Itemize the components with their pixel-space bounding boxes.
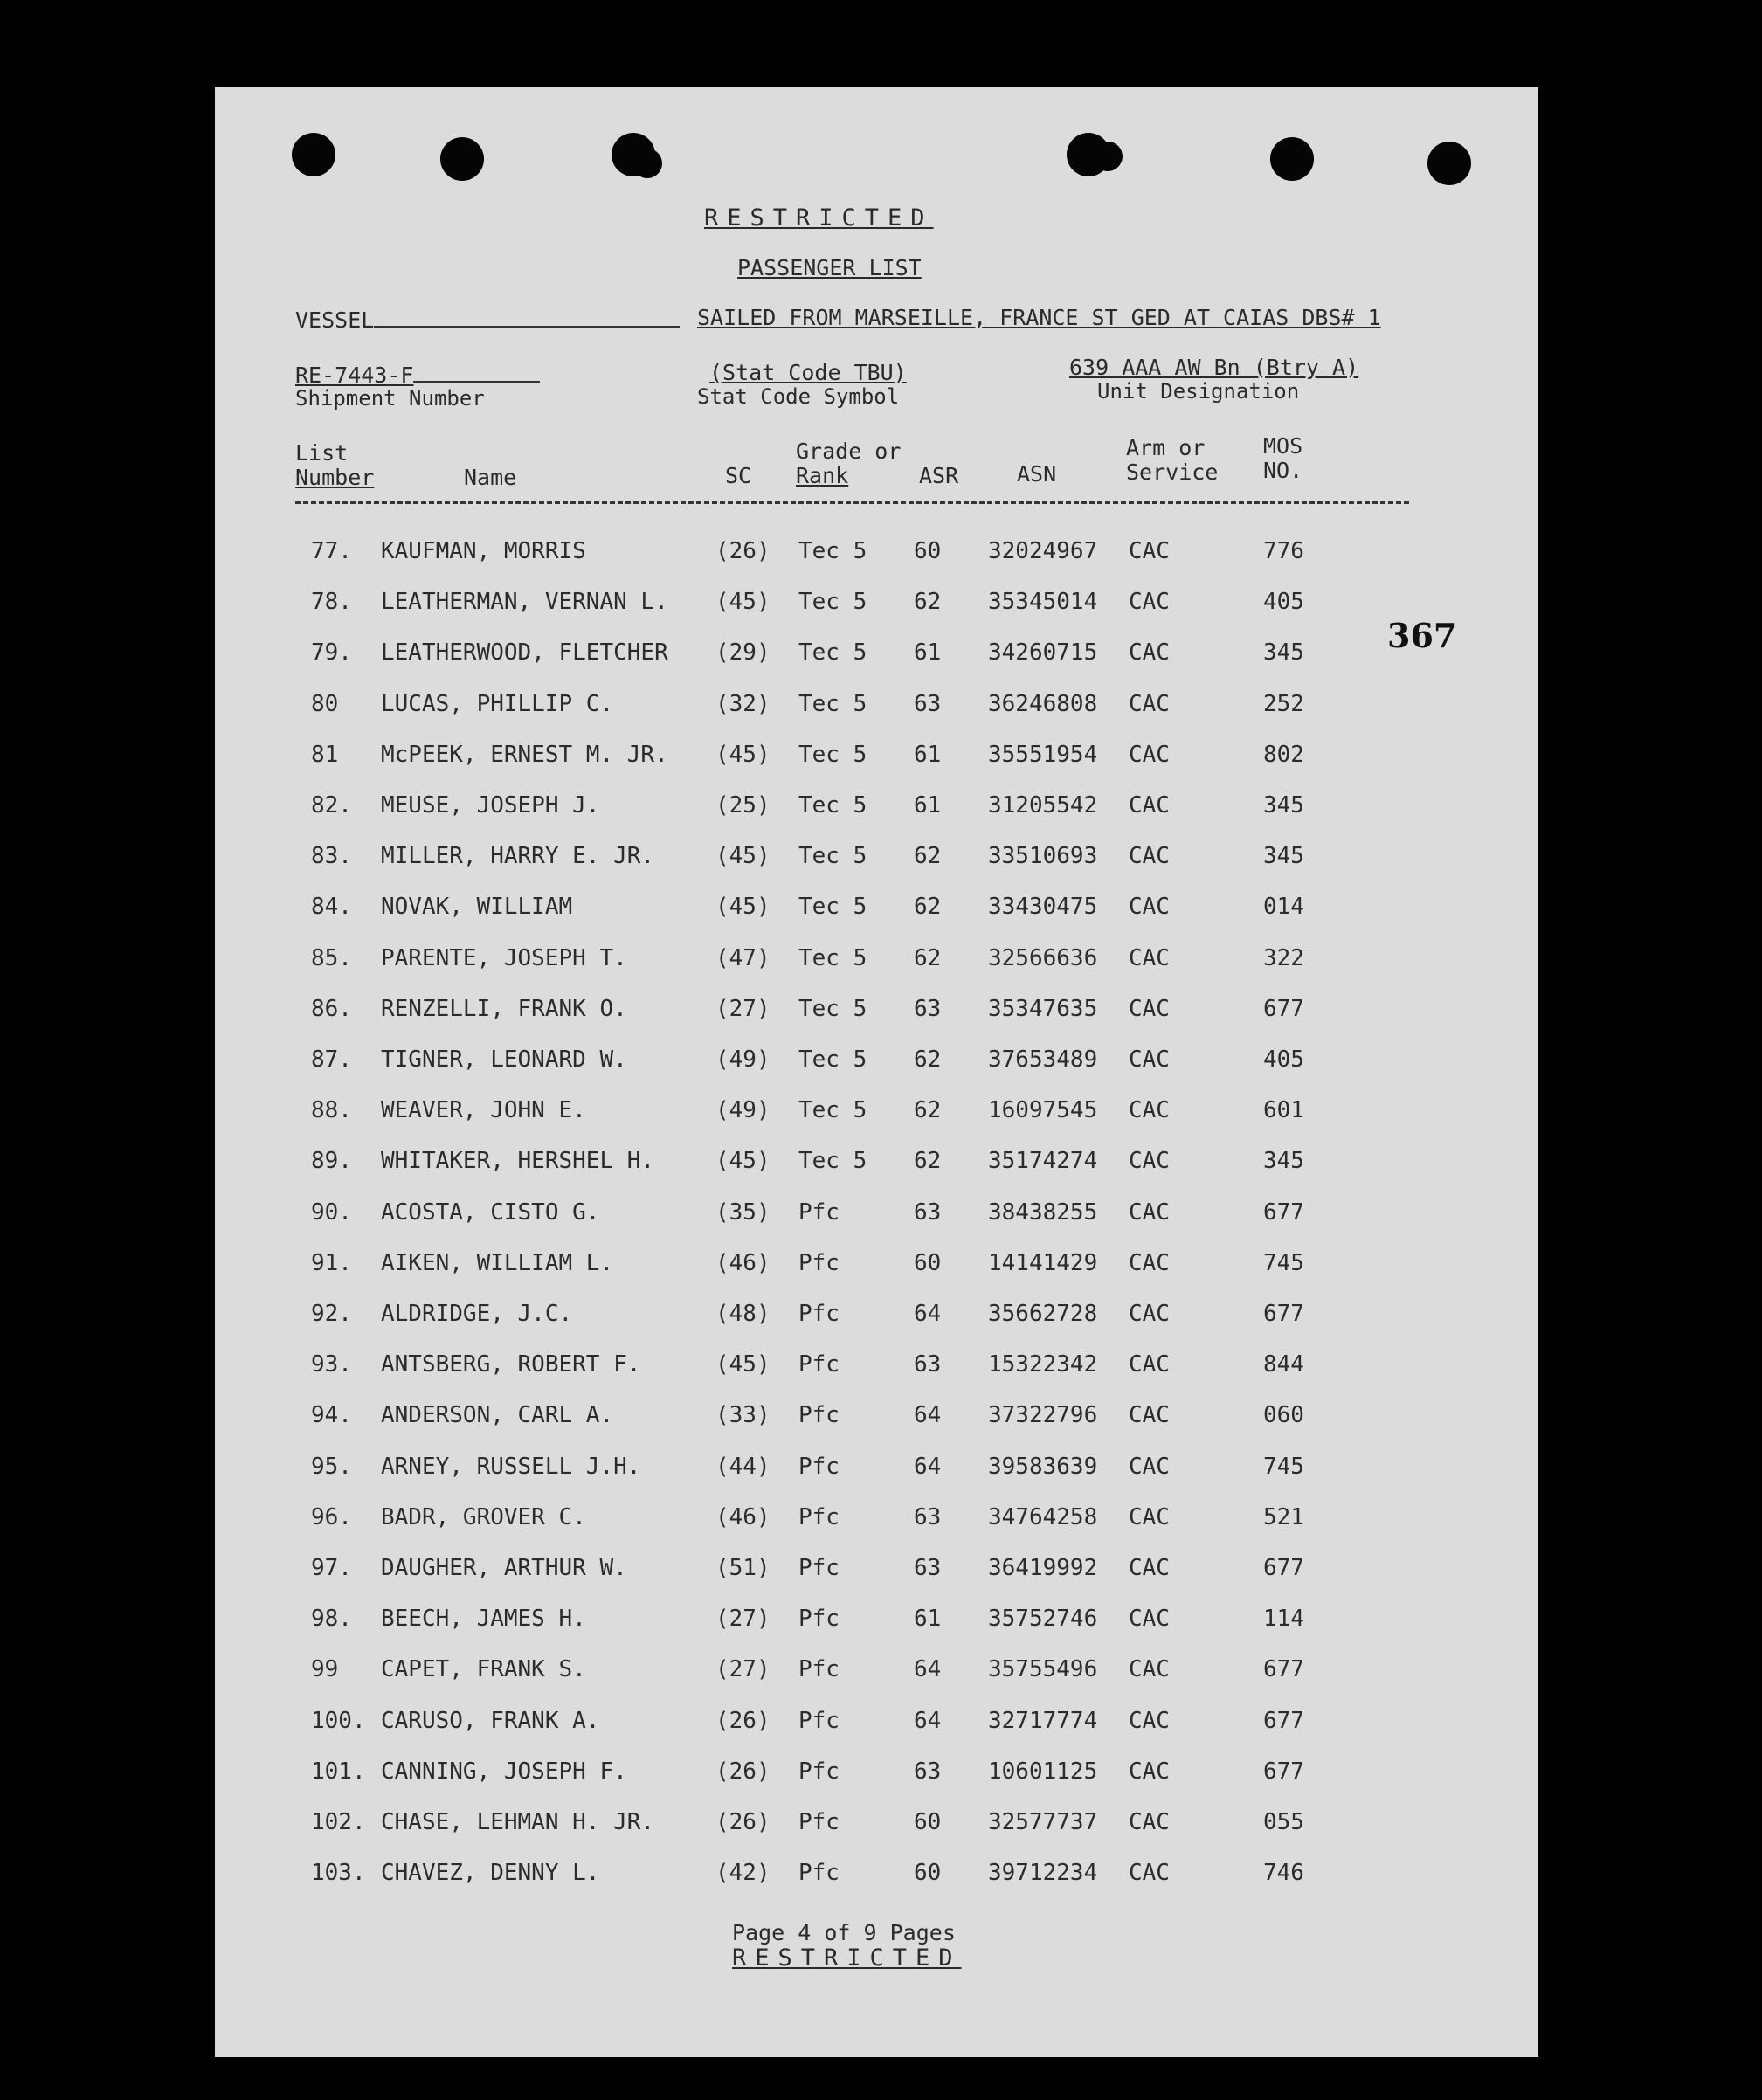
cell-asr: 61 [914,792,942,819]
cell-name: CHASE, LEHMAN H. JR. [381,1809,655,1835]
classification-top: RESTRICTED [704,204,934,231]
cell-arm: CAC [1129,1656,1170,1683]
cell-mos: 252 [1263,690,1304,717]
cell-num: 91. [311,1249,352,1276]
cell-sc: (45) [715,589,770,616]
header-number: Number [295,465,375,490]
cell-asr: 62 [914,1047,942,1073]
cell-asr: 60 [914,1860,942,1887]
cell-asr: 63 [914,1555,942,1581]
header-name: Name [464,465,517,490]
table-row [215,1402,1538,1437]
sailed-from-text: SAILED FROM MARSEILLE, FRANCE ST GED AT CAIAS DBS# 1 [697,305,1381,330]
table-row [215,1301,1538,1336]
cell-mos: 014 [1263,894,1304,921]
cell-asr: 61 [914,741,942,768]
header-asr: ASR [919,463,959,488]
header-sc: SC [725,463,752,488]
cell-asn: 35345014 [988,589,1098,616]
cell-name: CAPET, FRANK S. [381,1656,586,1683]
cell-asn: 35662728 [988,1301,1098,1327]
cell-arm: CAC [1129,1453,1170,1480]
header-mos-no: NO. [1263,458,1303,483]
cell-arm: CAC [1129,843,1170,870]
cell-rank: Pfc [798,1402,840,1429]
cell-mos: 405 [1263,589,1304,616]
cell-name: CHAVEZ, DENNY L. [381,1860,600,1887]
cell-asn: 32577737 [988,1809,1098,1835]
cell-num: 94. [311,1402,352,1429]
cell-mos: 345 [1263,639,1304,667]
cell-mos: 677 [1263,1707,1304,1734]
cell-mos: 677 [1263,1656,1304,1683]
punch-hole [440,137,484,181]
cell-mos: 746 [1263,1860,1304,1887]
cell-asn: 35174274 [988,1148,1098,1175]
cell-rank: Pfc [798,1301,840,1327]
cell-arm: CAC [1129,1097,1170,1124]
table-row [215,996,1538,1031]
cell-name: NOVAK, WILLIAM [381,894,573,921]
cell-asn: 39583639 [988,1453,1098,1480]
table-row [215,894,1538,929]
cell-asr: 62 [914,1148,942,1175]
vessel-label-text: VESSEL [295,307,375,333]
cell-mos: 055 [1263,1809,1304,1835]
cell-sc: (45) [715,1351,770,1378]
table-row [215,1606,1538,1641]
cell-name: PARENTE, JOSEPH T. [381,944,627,971]
cell-arm: CAC [1129,1351,1170,1378]
cell-sc: (47) [715,944,770,971]
cell-rank: Tec 5 [798,894,867,921]
cell-asr: 61 [914,1606,942,1633]
cell-mos: 677 [1263,1199,1304,1226]
cell-asr: 64 [914,1402,942,1429]
cell-asr: 62 [914,894,942,921]
cell-asn: 32566636 [988,944,1098,971]
cell-num: 93. [311,1351,352,1378]
cell-mos: 405 [1263,1047,1304,1073]
cell-asn: 31205542 [988,792,1098,819]
table-row [215,1351,1538,1386]
cell-mos: 677 [1263,1758,1304,1785]
cell-arm: CAC [1129,792,1170,819]
cell-rank: Tec 5 [798,995,867,1022]
cell-sc: (45) [715,741,770,768]
cell-asr: 64 [914,1301,942,1327]
cell-sc: (48) [715,1301,770,1327]
cell-arm: CAC [1129,741,1170,768]
cell-asr: 64 [914,1453,942,1480]
cell-rank: Tec 5 [798,741,867,768]
cell-arm: CAC [1129,589,1170,616]
cell-asn: 38438255 [988,1199,1098,1226]
cell-sc: (26) [715,1758,770,1785]
cell-name: McPEEK, ERNEST M. JR. [381,741,668,768]
cell-num: 78. [311,589,352,616]
cell-num: 89. [311,1148,352,1175]
punch-hole [1427,142,1471,185]
cell-mos: 677 [1263,1301,1304,1327]
cell-asr: 63 [914,995,942,1022]
cell-asn: 37653489 [988,1047,1098,1073]
cell-asr: 62 [914,843,942,870]
cell-asn: 39712234 [988,1860,1098,1887]
cell-name: BADR, GROVER C. [381,1503,586,1530]
cell-sc: (27) [715,995,770,1022]
cell-num: 99 [311,1656,339,1683]
cell-num: 88. [311,1097,352,1124]
document-page [215,87,1538,2057]
cell-rank: Pfc [798,1503,840,1530]
header-asn: ASN [1017,461,1057,487]
table-row [215,792,1538,827]
cell-asn: 16097545 [988,1097,1098,1124]
cell-num: 82. [311,792,352,819]
cell-name: AIKEN, WILLIAM L. [381,1249,614,1276]
cell-rank: Pfc [798,1809,840,1835]
cell-rank: Tec 5 [798,1047,867,1073]
cell-mos: 745 [1263,1249,1304,1276]
cell-name: LUCAS, PHILLIP C. [381,690,614,717]
table-row [215,1809,1538,1844]
cell-asr: 64 [914,1656,942,1683]
cell-name: LEATHERWOOD, FLETCHER [381,639,668,667]
cell-num: 83. [311,843,352,870]
table-row [215,1708,1538,1743]
cell-asn: 14141429 [988,1249,1098,1276]
punch-hole [1093,142,1123,171]
cell-num: 86. [311,995,352,1022]
table-row [215,1097,1538,1132]
cell-asr: 64 [914,1707,942,1734]
cell-num: 79. [311,639,352,667]
cell-mos: 776 [1263,538,1304,564]
cell-rank: Tec 5 [798,1097,867,1124]
cell-mos: 114 [1263,1606,1304,1633]
cell-asn: 34764258 [988,1503,1098,1530]
cell-arm: CAC [1129,1503,1170,1530]
cell-asr: 62 [914,589,942,616]
cell-sc: (35) [715,1199,770,1226]
cell-mos: 060 [1263,1402,1304,1429]
cell-mos: 345 [1263,1148,1304,1175]
cell-rank: Pfc [798,1707,840,1734]
cell-name: WEAVER, JOHN E. [381,1097,586,1124]
page-stamp: 367 [1387,616,1457,655]
cell-name: DAUGHER, ARTHUR W. [381,1555,627,1581]
cell-rank: Tec 5 [798,792,867,819]
table-row [215,742,1538,777]
header-grade: Grade or [796,439,902,464]
cell-asr: 63 [914,1351,942,1378]
cell-sc: (44) [715,1453,770,1480]
cell-rank: Pfc [798,1351,840,1378]
shipment-blank-line [413,363,540,383]
cell-arm: CAC [1129,1707,1170,1734]
cell-sc: (49) [715,1097,770,1124]
header-rank: Rank [796,463,849,488]
cell-asr: 60 [914,538,942,564]
cell-arm: CAC [1129,1199,1170,1226]
cell-rank: Tec 5 [798,843,867,870]
cell-arm: CAC [1129,690,1170,717]
cell-asr: 61 [914,639,942,667]
punch-hole [1270,137,1314,181]
unit-designation-label: Unit Designation [1097,379,1300,404]
cell-mos: 677 [1263,1555,1304,1581]
cell-rank: Pfc [798,1199,840,1226]
cell-name: MEUSE, JOSEPH J. [381,792,600,819]
cell-sc: (51) [715,1555,770,1581]
cell-asn: 34260715 [988,639,1098,667]
cell-arm: CAC [1129,1758,1170,1785]
cell-name: ANTSBERG, ROBERT F. [381,1351,641,1378]
cell-num: 101. [311,1758,366,1785]
cell-num: 103. [311,1860,366,1887]
cell-asn: 32024967 [988,538,1098,564]
cell-num: 97. [311,1555,352,1581]
cell-asr: 63 [914,1503,942,1530]
cell-rank: Tec 5 [798,944,867,971]
table-row [215,945,1538,980]
cell-asn: 35752746 [988,1606,1098,1633]
document-title: PASSENGER LIST [737,255,922,280]
cell-mos: 521 [1263,1503,1304,1530]
cell-mos: 345 [1263,843,1304,870]
cell-mos: 601 [1263,1097,1304,1124]
cell-mos: 322 [1263,944,1304,971]
stat-code-label: Stat Code Symbol [697,384,900,409]
cell-name: MILLER, HARRY E. JR. [381,843,655,870]
table-row [215,1656,1538,1691]
cell-num: 96. [311,1503,352,1530]
punch-hole [292,133,335,176]
cell-name: ARNEY, RUSSELL J.H. [381,1453,641,1480]
header-divider [295,501,1409,504]
table-row [215,843,1538,878]
cell-arm: CAC [1129,1809,1170,1835]
table-row [215,1860,1538,1895]
cell-asn: 10601125 [988,1758,1098,1785]
cell-rank: Tec 5 [798,690,867,717]
cell-arm: CAC [1129,1860,1170,1887]
cell-num: 80 [311,690,339,717]
cell-asr: 60 [914,1809,942,1835]
table-row [215,639,1538,674]
cell-num: 90. [311,1199,352,1226]
cell-arm: CAC [1129,1249,1170,1276]
cell-sc: (29) [715,639,770,667]
cell-asr: 63 [914,1758,942,1785]
cell-sc: (27) [715,1606,770,1633]
cell-num: 95. [311,1453,352,1480]
punch-hole [632,149,662,178]
cell-arm: CAC [1129,1402,1170,1429]
table-row [215,1504,1538,1539]
table-row [215,1199,1538,1234]
cell-rank: Tec 5 [798,1148,867,1175]
cell-sc: (25) [715,792,770,819]
header-service: Service [1126,459,1219,485]
cell-name: ANDERSON, CARL A. [381,1402,614,1429]
cell-num: 92. [311,1301,352,1327]
cell-name: CARUSO, FRANK A. [381,1707,600,1734]
cell-sc: (33) [715,1402,770,1429]
cell-num: 84. [311,894,352,921]
table-row [215,1758,1538,1793]
cell-asn: 15322342 [988,1351,1098,1378]
cell-rank: Pfc [798,1249,840,1276]
cell-num: 98. [311,1606,352,1633]
table-row [215,1454,1538,1489]
cell-sc: (42) [715,1860,770,1887]
cell-sc: (46) [715,1249,770,1276]
cell-asr: 62 [914,1097,942,1124]
cell-asn: 32717774 [988,1707,1098,1734]
cell-rank: Pfc [798,1555,840,1581]
cell-arm: CAC [1129,1555,1170,1581]
cell-name: WHITAKER, HERSHEL H. [381,1148,655,1175]
cell-arm: CAC [1129,894,1170,921]
vessel-blank-line [374,308,680,328]
cell-rank: Pfc [798,1758,840,1785]
cell-asn: 36419992 [988,1555,1098,1581]
cell-num: 77. [311,538,352,564]
cell-asn: 36246808 [988,690,1098,717]
cell-mos: 745 [1263,1453,1304,1480]
cell-rank: Pfc [798,1606,840,1633]
cell-name: TIGNER, LEONARD W. [381,1047,627,1073]
vessel-label [295,307,680,333]
cell-mos: 345 [1263,792,1304,819]
cell-arm: CAC [1129,1148,1170,1175]
table-row [215,1555,1538,1590]
cell-asn: 35347635 [988,995,1098,1022]
classification-bottom: RESTRICTED [732,1945,962,1972]
cell-rank: Tec 5 [798,639,867,667]
cell-arm: CAC [1129,995,1170,1022]
cell-arm: CAC [1129,538,1170,564]
cell-asr: 60 [914,1249,942,1276]
cell-asr: 63 [914,690,942,717]
cell-arm: CAC [1129,1047,1170,1073]
cell-arm: CAC [1129,944,1170,971]
cell-sc: (32) [715,690,770,717]
cell-arm: CAC [1129,1606,1170,1633]
cell-num: 102. [311,1809,366,1835]
cell-sc: (27) [715,1656,770,1683]
cell-sc: (46) [715,1503,770,1530]
cell-asn: 33510693 [988,843,1098,870]
header-arm: Arm or [1126,435,1206,460]
cell-name: BEECH, JAMES H. [381,1606,586,1633]
table-row [215,589,1538,624]
table-row [215,538,1538,573]
cell-rank: Pfc [798,1656,840,1683]
footer-page-count: Page 4 of 9 Pages [732,1920,956,1945]
table-row [215,1047,1538,1081]
cell-rank: Pfc [798,1453,840,1480]
cell-name: CANNING, JOSEPH F. [381,1758,627,1785]
cell-asn: 33430475 [988,894,1098,921]
cell-num: 100. [311,1707,366,1734]
cell-sc: (26) [715,1707,770,1734]
table-row [215,1250,1538,1285]
cell-sc: (45) [715,1148,770,1175]
stat-code: (Stat Code TBU) [709,360,907,385]
cell-mos: 802 [1263,741,1304,768]
header-mos: MOS [1263,433,1303,459]
shipment-number-label: Shipment Number [295,386,485,411]
cell-sc: (45) [715,843,770,870]
cell-arm: CAC [1129,639,1170,667]
cell-rank: Tec 5 [798,589,867,616]
cell-num: 87. [311,1047,352,1073]
cell-asn: 37322796 [988,1402,1098,1429]
cell-name: RENZELLI, FRANK O. [381,995,627,1022]
cell-sc: (45) [715,894,770,921]
cell-mos: 677 [1263,995,1304,1022]
cell-asn: 35551954 [988,741,1098,768]
cell-num: 81 [311,741,339,768]
cell-asr: 62 [914,944,942,971]
cell-asn: 35755496 [988,1656,1098,1683]
cell-arm: CAC [1129,1301,1170,1327]
cell-sc: (26) [715,538,770,564]
shipment-number-line [295,363,540,388]
cell-rank: Pfc [798,1860,840,1887]
cell-sc: (26) [715,1809,770,1835]
header-list: List [295,440,349,466]
cell-name: LEATHERMAN, VERNAN L. [381,589,668,616]
cell-mos: 844 [1263,1351,1304,1378]
cell-num: 85. [311,944,352,971]
cell-rank: Tec 5 [798,538,867,564]
table-row [215,1148,1538,1183]
cell-name: KAUFMAN, MORRIS [381,538,586,564]
cell-name: ALDRIDGE, J.C. [381,1301,573,1327]
cell-name: ACOSTA, CISTO G. [381,1199,600,1226]
shipment-number: RE-7443-F [295,363,414,388]
cell-asr: 63 [914,1199,942,1226]
cell-sc: (49) [715,1047,770,1073]
unit-designation: 639 AAA AW Bn (Btry A) [1069,355,1359,380]
table-row [215,691,1538,726]
